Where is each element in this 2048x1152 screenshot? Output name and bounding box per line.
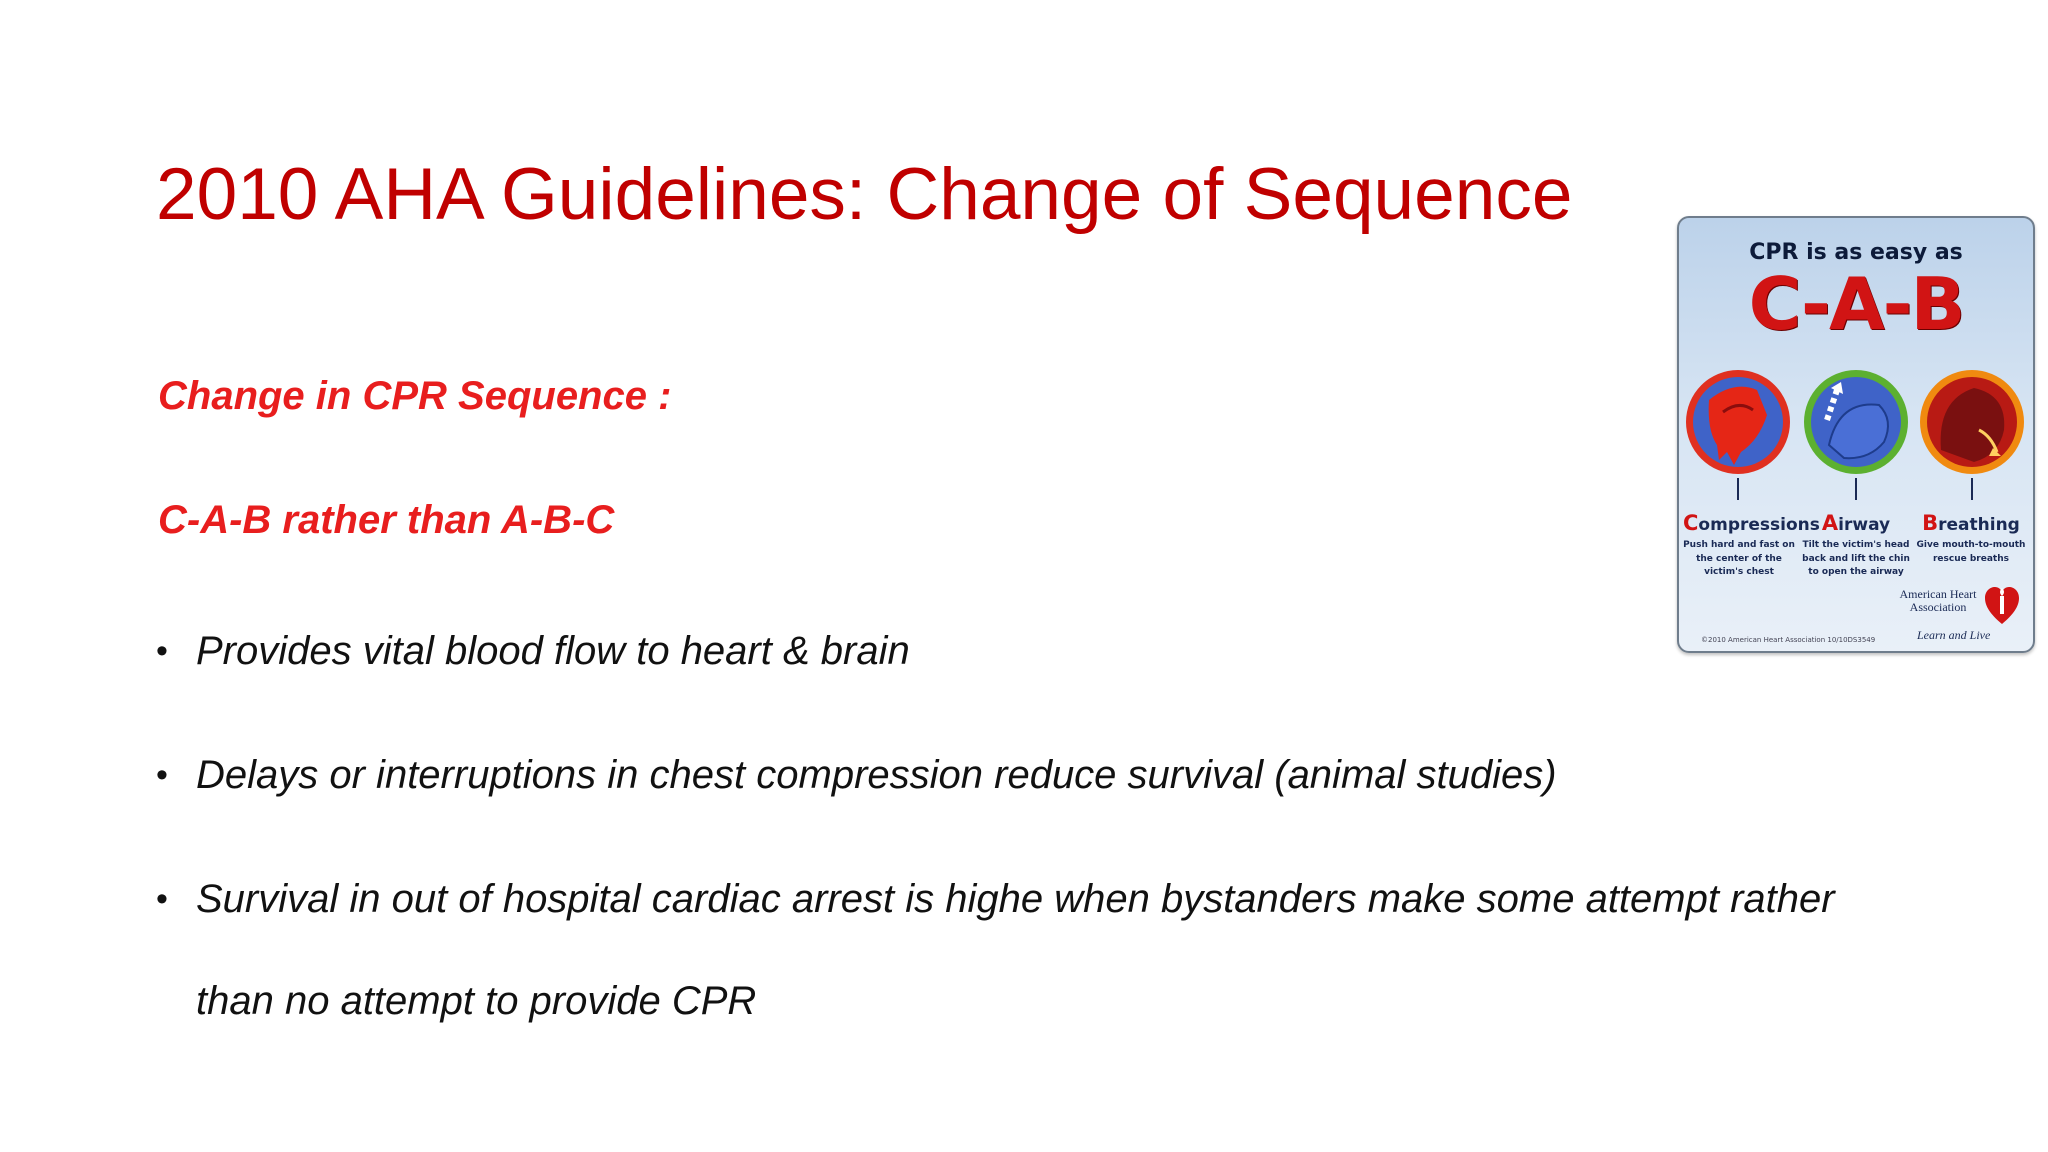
airway-rest: irway: [1838, 515, 1891, 535]
aha-heart-torch-icon: [1984, 584, 2020, 626]
subheading-cab: C-A-B rather than A-B-C: [158, 498, 615, 542]
airway-label: [1800, 512, 1912, 580]
bullet-item: [156, 724, 1876, 826]
compressions-rest: ompressions: [1698, 515, 1820, 535]
airway-initial: A: [1821, 511, 1839, 535]
bullet-text: Provides vital blood flow to heart & brain: [196, 629, 910, 673]
breathing-desc: Give mouth-to-mouth rescue breaths: [1916, 540, 2026, 564]
poster-circles: [1679, 360, 2033, 520]
breathing-icon: [1920, 370, 2024, 474]
bullet-dot: •: [156, 632, 168, 670]
poster-copyright: ©2010 American Heart Association 10/10DS3549: [1701, 636, 1876, 644]
compressions-initial: C: [1683, 511, 1699, 535]
aha-org-name: American Heart Association: [1899, 587, 1977, 615]
bullet-dot: •: [156, 756, 168, 794]
bullet-text: Survival in out of hospital cardiac arrest is highe when bystanders make some attempt rather than no attempt to provide CPR: [196, 877, 1835, 1023]
breathing-label: [1915, 512, 2027, 566]
slide-title: 2010 AHA Guidelines: Change of Sequence: [156, 154, 1573, 235]
compressions-icon: [1686, 370, 1790, 474]
poster-tagline: CPR is as easy as: [1749, 240, 1963, 265]
subheading-cpr-sequence: Change in CPR Sequence :: [158, 374, 672, 418]
bullet-list: [156, 600, 1876, 1074]
aha-tagline: Learn and Live: [1917, 628, 1991, 642]
airway-icon: [1804, 370, 1908, 474]
compressions-label: [1683, 511, 1820, 580]
bullet-item: [156, 848, 1896, 1052]
breathing-rest: reathing: [1938, 515, 2020, 535]
bullet-text: Delays or interruptions in chest compression reduce survival (animal studies): [196, 753, 1557, 797]
bullet-item: [156, 600, 1876, 702]
cab-poster-image: [1677, 216, 2035, 653]
breathing-initial: B: [1922, 511, 1939, 535]
airway-desc: Tilt the victim's head back and lift the chin to open the airway: [1802, 540, 1910, 578]
compressions-desc: Push hard and fast on the center of the victim's chest: [1683, 540, 1795, 578]
bullet-dot: •: [156, 880, 168, 918]
poster-cab-heading: C-A-B: [1748, 262, 1964, 346]
